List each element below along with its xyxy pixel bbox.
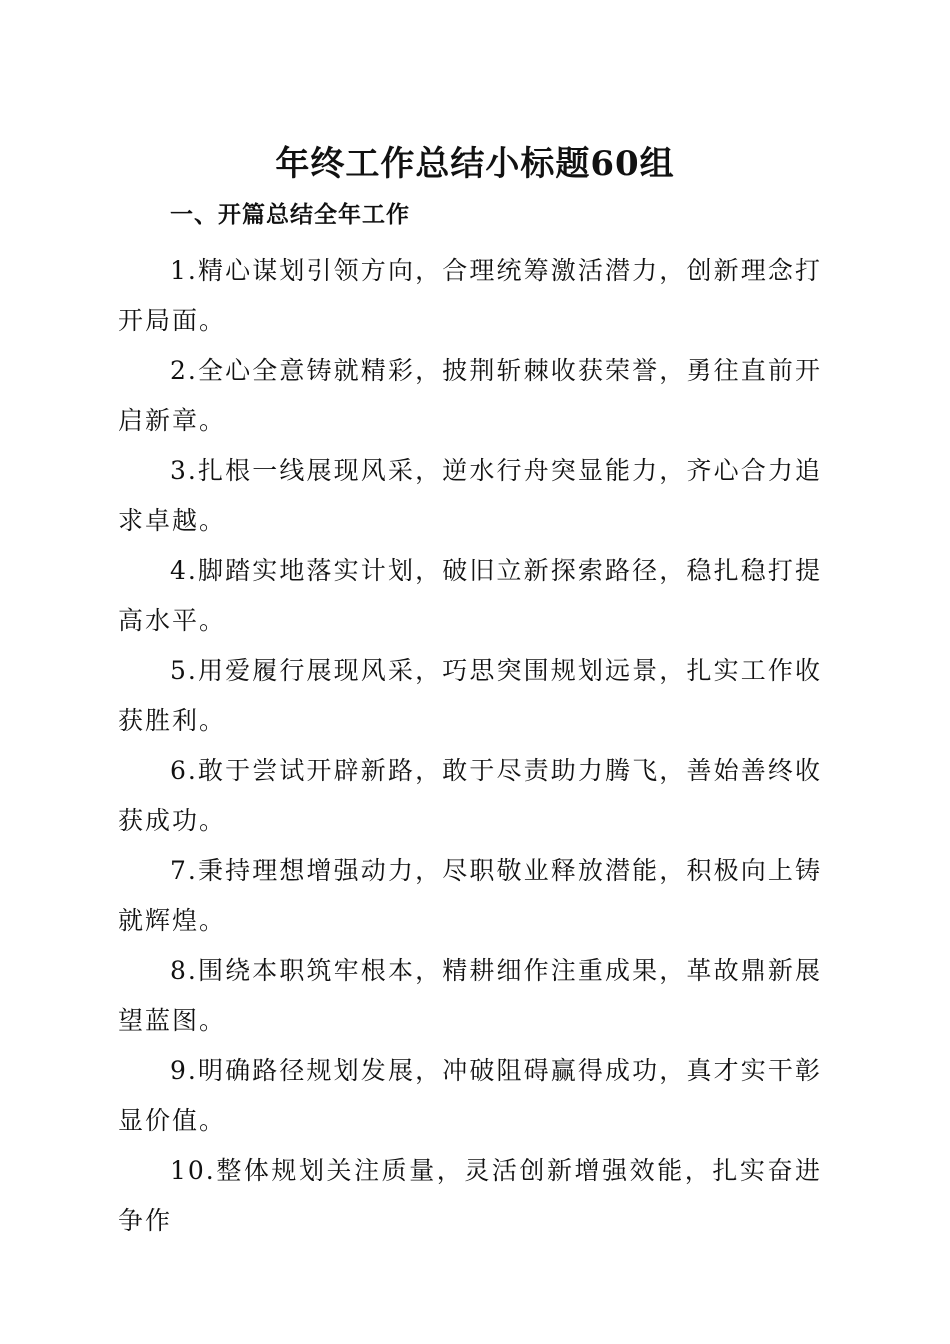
list-item: 6.敢于尝试开辟新路，敢于尽责助力腾飞，善始善终收获成功。 — [118, 756, 822, 835]
list-item: 2.全心全意铸就精彩，披荆斩棘收获荣誉，勇往直前开启新章。 — [118, 356, 822, 435]
list-item: 10.整体规划关注质量，灵活创新增强效能，扎实奋进争作 — [118, 1156, 822, 1235]
list-item: 9.明确路径规划发展，冲破阻碍赢得成功，真才实干彰显价值。 — [118, 1056, 822, 1135]
list-item: 8.围绕本职筑牢根本，精耕细作注重成果，革故鼎新展望蓝图。 — [118, 956, 822, 1035]
subtitle-list — [118, 246, 822, 1246]
section-heading: 一、开篇总结全年工作 — [170, 202, 410, 228]
list-item: 3.扎根一线展现风采，逆水行舟突显能力，齐心合力追求卓越。 — [118, 456, 822, 535]
document-title: 年终工作总结小标题60组 — [275, 144, 675, 184]
list-item: 1.精心谋划引领方向，合理统筹激活潜力，创新理念打开局面。 — [118, 256, 822, 335]
list-item: 4.脚踏实地落实计划，破旧立新探索路径，稳扎稳打提高水平。 — [118, 556, 822, 635]
list-item: 7.秉持理想增强动力，尽职敬业释放潜能，积极向上铸就辉煌。 — [118, 856, 822, 935]
list-item: 5.用爱履行展现风采，巧思突围规划远景，扎实工作收获胜利。 — [118, 656, 822, 735]
